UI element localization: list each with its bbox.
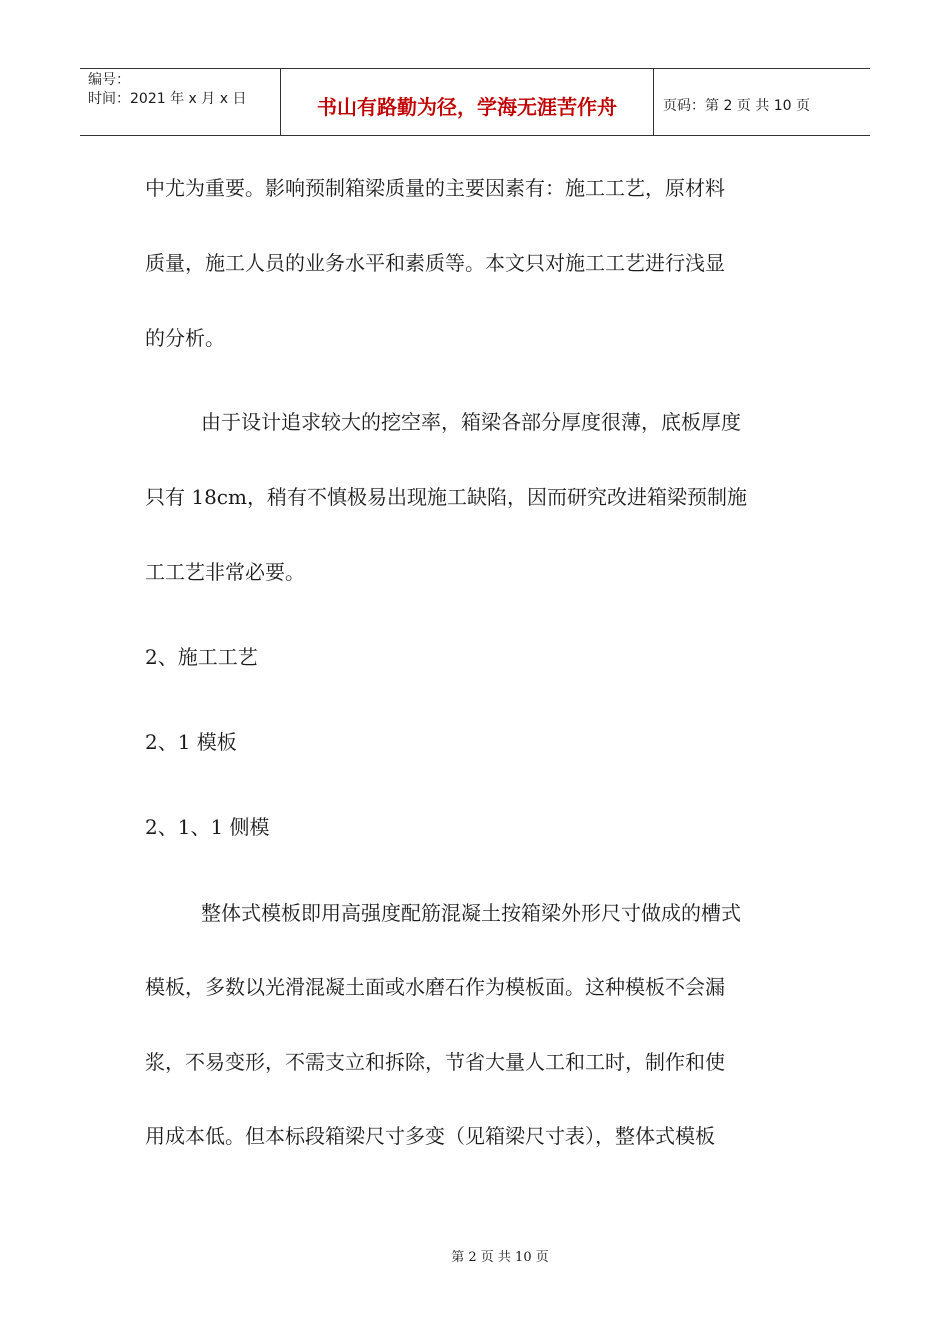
document-id-label: 编号： <box>88 72 130 88</box>
header-motto-cell <box>281 69 654 135</box>
header-meta-cell <box>80 69 281 135</box>
body-line: 模板，多数以光滑混凝土面或水磨石作为模板面。这种模板不会漏 <box>145 975 725 999</box>
header-motto: 书山有路勤为径，学海无涯苦作舟 <box>317 94 617 119</box>
section-heading: 2、施工工艺 <box>145 645 258 669</box>
page-header <box>80 68 870 136</box>
body-line: 的分析。 <box>145 326 225 350</box>
body-line: 浆，不易变形，不需支立和拆除，节省大量人工和工时，制作和使 <box>145 1050 725 1074</box>
body-line: 只有 18cm，稍有不慎极易出现施工缺陷，因而研究改进箱梁预制施 <box>145 485 747 509</box>
header-page-info: 页码：第 2 页 共 10 页 <box>663 98 810 114</box>
subsection-heading: 2、1 模板 <box>145 730 237 754</box>
document-time-label: 时间：2021 年 x 月 x 日 <box>88 91 247 107</box>
body-line: 工工艺非常必要。 <box>145 560 305 584</box>
subsubsection-heading: 2、1、1 侧模 <box>145 815 270 839</box>
paragraph-first-line: 整体式模板即用高强度配筋混凝土按箱梁外形尺寸做成的槽式 <box>201 901 741 925</box>
body-line: 质量，施工人员的业务水平和素质等。本文只对施工工艺进行浅显 <box>145 251 725 275</box>
body-line: 用成本低。但本标段箱梁尺寸多变（见箱梁尺寸表），整体式模板 <box>145 1124 715 1148</box>
page-footer: 第 2 页 共 10 页 <box>451 1250 549 1265</box>
paragraph-first-line: 由于设计追求较大的挖空率，箱梁各部分厚度很薄，底板厚度 <box>201 410 741 434</box>
header-page-cell <box>654 69 870 135</box>
body-line: 中尤为重要。影响预制箱梁质量的主要因素有：施工工艺，原材料 <box>145 176 725 200</box>
